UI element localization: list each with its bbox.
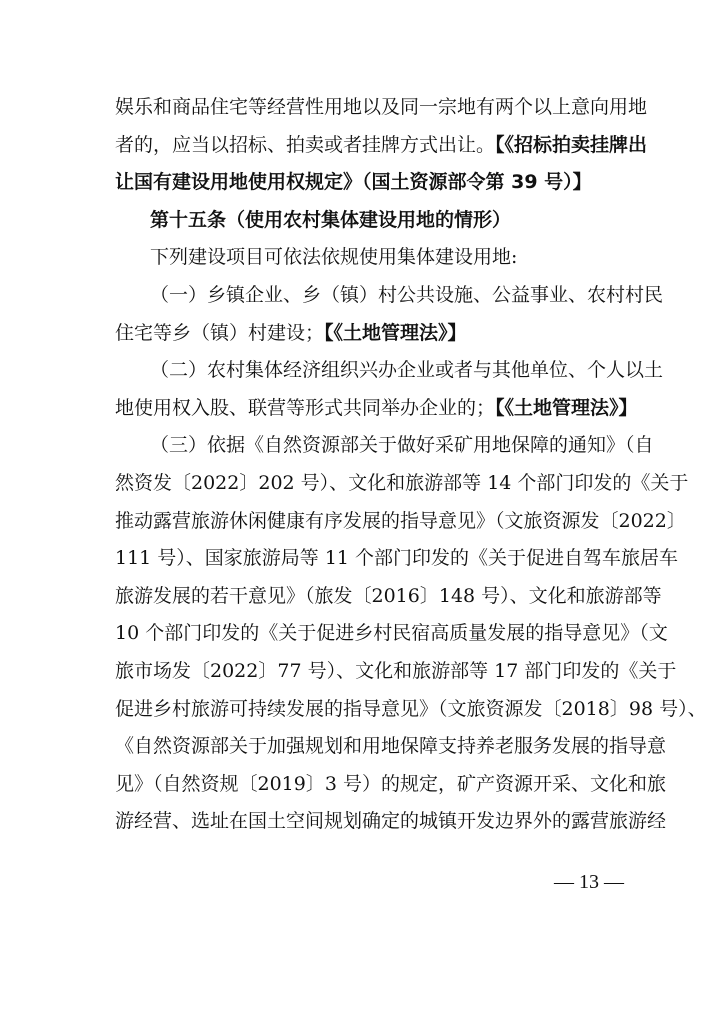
body-text-segment: （一）乡镇企业、乡（镇）村公共设施、公益事业、农村村民 — [150, 284, 664, 306]
body-text-segment: 者的，应当以招标、拍卖或者挂牌方式出让。 — [115, 133, 496, 156]
text-line — [115, 319, 615, 347]
body-text-segment: 下列建设项目可依法依规使用集体建设用地: — [150, 246, 518, 269]
text-line — [115, 732, 667, 760]
text-line — [150, 356, 664, 384]
body-text-segment: 10 个部门印发的《关于促进乡村民宿高质量发展的指导意见》（文 — [115, 622, 668, 645]
body-text-segment: 地使用权入股、联营等形式共同举办企业的； — [115, 396, 496, 419]
text-line — [115, 807, 667, 835]
body-text-segment: 游经营、选址在国土空间规划确定的城镇开发边界外的露营旅游经 — [115, 810, 667, 833]
body-text-segment: 娱乐和商品住宅等经营性用地以及同一宗地有两个以上意向用地 — [115, 96, 648, 118]
text-line — [115, 93, 648, 121]
body-text-segment: （三）依据《自然资源部关于做好采矿用地保障的通知》（自 — [150, 434, 654, 457]
citation-text: 【《土地管理法》】 — [495, 396, 638, 419]
text-line — [150, 281, 664, 309]
body-text-segment: 旅游发展的若干意见》（旅发〔2016〕148 号）、文化和旅游部等 — [115, 584, 662, 607]
text-line — [115, 544, 679, 572]
text-line — [115, 168, 615, 196]
text-line — [115, 619, 668, 647]
citation-text: 【《招标拍卖挂牌出 — [495, 133, 648, 156]
text-line — [115, 582, 662, 610]
body-text-segment: 然资发〔2022〕202 号）、文化和旅游部等 14 个部门印发的《关于 — [115, 472, 689, 494]
body-text-segment: 住宅等乡（镇）村建设； — [115, 321, 325, 344]
citation-text: 让国有建设用地使用权规定》（国土资源部令第 39 号）】 — [115, 171, 592, 194]
body-text-segment: 旅市场发〔2022〕77 号）、文化和旅游部等 17 部门印发的《关于 — [115, 660, 677, 682]
page-number: — 13 — — [554, 871, 624, 893]
text-line — [115, 469, 689, 497]
text-line — [115, 131, 648, 159]
body-text-segment: （二）农村集体经济组织兴办企业或者与其他单位、个人以土 — [150, 359, 664, 382]
text-line — [115, 695, 707, 723]
text-line — [115, 507, 686, 535]
text-line — [115, 770, 666, 798]
text-line — [150, 206, 615, 234]
citation-text: 第十五条（使用农村集体建设用地的情形） — [150, 208, 512, 231]
text-line — [115, 394, 638, 422]
body-text-segment: 促进乡村旅游可持续发展的指导意见》（文旅资源发〔2018〕98 号）、 — [115, 697, 707, 720]
body-text-segment: 见》（自然资规〔2019〕3 号）的规定，矿产资源开采、文化和旅 — [115, 772, 666, 795]
text-line — [115, 657, 677, 685]
text-line — [150, 431, 654, 459]
body-text-segment: 《自然资源部关于加强规划和用地保障支持养老服务发展的指导意 — [115, 735, 667, 758]
body-text-segment: 111 号）、国家旅游局等 11 个部门印发的《关于促进自驾车旅居车 — [115, 547, 679, 570]
text-line — [150, 243, 615, 271]
body-text-segment: 推动露营旅游休闲健康有序发展的指导意见》（文旅资源发〔2022〕 — [115, 509, 686, 532]
citation-text: 【《土地管理法》】 — [324, 321, 467, 344]
